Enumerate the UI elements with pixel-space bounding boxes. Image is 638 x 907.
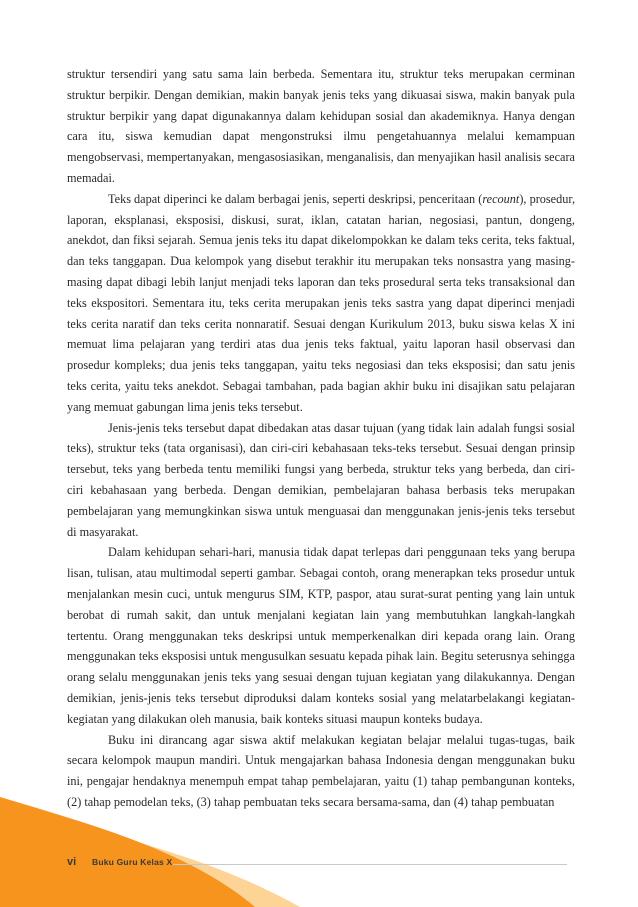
footer-orange-swoosh bbox=[0, 797, 638, 907]
body-text bbox=[67, 64, 575, 813]
paragraph-4: Dalam kehidupan sehari-hari, manusia tidak dapat terlepas dari penggunaan teks yang berupa lisan, tulisan, atau multimodal seperti gambar. Sebagai contoh, orang menerapkan teks prosedur untuk menjalankan mesin cuci, untuk mengurus SIM, KTP, paspor, atau surat-surat penting yang lain untuk berobat di rumah sakit, dan untuk menjalani kegiatan lain yang membutuhkan langkah-langkah tertentu. Orang menggunakan teks deskripsi untuk memperkenalkan diri kepada orang lain. Orang menggunakan teks eksposisi untuk mengusulkan sesuatu kepada pihak lain. Begitu seterusnya sehingga orang selalu menggunakan jenis teks yang sesuai dengan tujuan kegiatan yang dilakukannya. Dengan demikian, jenis-jenis teks tersebut diproduksi dalam konteks sosial yang melatarbelakangi kegiatan-kegiatan yang dilakukan oleh manusia, baik konteks situasi maupun konteks budaya. bbox=[67, 545, 575, 726]
footer-divider bbox=[173, 864, 567, 865]
paragraph-2 bbox=[67, 189, 575, 418]
paragraph-1: struktur tersendiri yang satu sama lain berbeda. Sementara itu, struktur teks merupakan cerminan struktur berpikir. Dengan demikian, makin banyak jenis teks yang dikuasai siswa, makin banyak pula struktur berpikir yang dapat digunakannya dalam kehidupan sosial dan akademiknya. Hanya dengan cara itu, siswa kemudian dapat mengonstruksi ilmu pengetahuannya melalui kemampuan mengobservasi, mempertanyakan, mengasosiasikan, menganalisis, dan menyajikan hasil analisis secara memadai. bbox=[67, 67, 575, 185]
page-number: vi bbox=[67, 856, 77, 868]
paragraph-5: Buku ini dirancang agar siswa aktif melakukan kegiatan belajar melalui tugas-tugas, baik secara kelompok maupun mandiri. Untuk mengajarkan bahasa Indonesia dengan menggunakan buku ini, pengajar hendaknya menempuh empat tahap pembelajaran, yaitu (1) tahap pembangunan konteks, (2) tahap pemodelan teks, (3) tahap pembuatan teks secara bersama-sama, dan (4) tahap pembuatan bbox=[67, 732, 575, 809]
paragraph-2-start: Teks dapat diperinci ke dalam berbagai jenis, seperti deskripsi, penceritaan ( bbox=[108, 191, 483, 206]
paragraph-2-italic: recount bbox=[482, 191, 520, 206]
footer-book-title: Buku Guru Kelas X bbox=[92, 857, 173, 867]
paragraph-3: Jenis-jenis teks tersebut dapat dibedakan atas dasar tujuan (yang tidak lain adalah fungsi sosial teks), struktur teks (tata organisasi), dan ciri-ciri kebahasaan teks-teks tersebut. Sesuai dengan prinsip tersebut, teks yang berbeda tentu memiliki fungsi yang berbeda, struktur teks yang berbeda, dan ciri-ciri kebahasaan yang berbeda. Dengan demikian, pembelajaran bahasa berbasis teks merupakan pembelajaran yang memungkinkan siswa untuk menguasai dan menggunakan jenis-jenis teks tersebut di masyarakat. bbox=[67, 420, 575, 539]
footer-swoosh-main bbox=[0, 797, 255, 907]
paragraph-2-rest: ), prosedur, laporan, eksplanasi, eksposisi, diskusi, surat, iklan, catatan harian, negosiasi, pantun, dongeng, anekdot, dan fiksi sejarah. Semua jenis teks itu dapat dikelompokkan ke dalam teks cerita, teks faktual, dan teks tanggapan. Dua kelompok yang disebut terakhir itu merupakan teks nonsastra yang masing-masing dapat dibagi lebih lanjut menjadi teks laporan dan teks prosedural serta teks transaksional dan teks ekspositori. Sementara itu, teks cerita merupakan jenis teks sastra yang dapat diperinci menjadi teks cerita naratif dan teks cerita nonnaratif. Sesuai dengan Kurikulum 2013, buku siswa kelas X ini memuat lima pelajaran yang terdiri atas dua jenis teks faktual, yaitu laporan hasil observasi dan prosedur kompleks; dua jenis teks tanggapan, yaitu teks negosiasi dan teks eksposisi; dan satu jenis teks cerita, yaitu teks anekdot. Sebagai tambahan, pada bagian akhir buku ini disajikan satu pelajaran yang memuat gabungan lima jenis teks tersebut. bbox=[67, 191, 576, 414]
